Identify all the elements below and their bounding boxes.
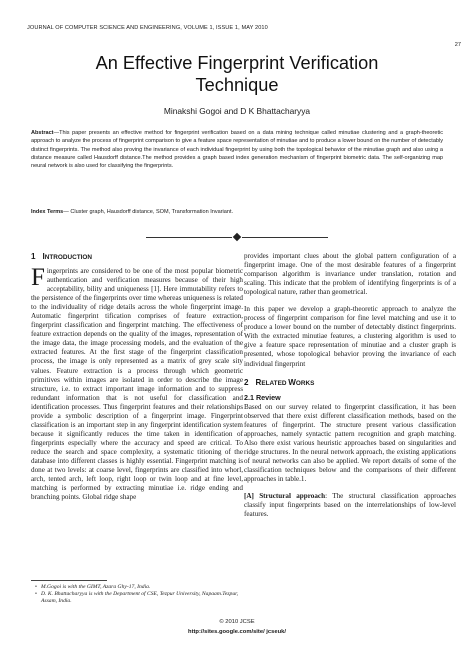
section-heading-related-works [244,378,456,389]
section-title-mid: ELATED [261,379,289,387]
paper-title-line-2: Technique [195,75,279,95]
page-number: 27 [454,42,461,48]
abstract-label: Abstract [31,130,54,136]
journal-header: JOURNAL OF COMPUTER SCIENCE AND ENGINEERING, VOLUME 1, ISSUE 1, MAY 2010 [27,25,268,31]
review-paragraph: Based on our survey related to fingerprint classification, it has been observed that there exist different classification methods, based on the features of fingerprint. The structure present various classification approaches, namely syntactic pattern recognition and graph matching. Also there exist various heuristic approaches based on singularities and ridge structures. In the neural network approach, the existing applications of neural networks can also be applied. We report details of some of the classification techniques below and the comparisons of their different approaches in table.1. [244,402,456,483]
section-number: 2 [244,377,249,387]
abstract [31,129,443,170]
structural-approach-paragraph [244,492,456,519]
subsection-heading-review: 2.1 Review [244,392,281,402]
structural-approach-text: : The structural classification approaches classify input fingerprints based on the interrelationships of low-level features. [244,491,456,519]
section-divider-left [146,237,232,238]
authors: Minakshi Gogoi and D K Bhattacharyya [163,106,311,116]
section-divider-right [242,237,328,238]
paper-title-line-1: An Effective Fingerprint Verification [95,53,379,73]
intro-paragraph-text: ingerprints are considered to be one of the most popular biometric authentication and verification measures because of their high acceptability, bility and uniqueness [1]. Here immutability refers to the persistence of the fingerprints over time whereas uniqueness is related to the individuality of ridge details across the whole fingerprint image. Automatic fingerprint tification comprises of feature extraction, fingerprint classification and fingerprint matching. The effectiveness of feature extraction depends on the quality of the images, representation of the image data, the image processing models, and the evaluation of the extracted features. At the first stage of the fingerprint classification process, the image is only represented as a matrix of grey scale sity values. Feature extraction is a process through which geometric primitives within images are isolated in order to describe the image structure, i.e. to extract important image information and to suppress redundant information that is not useful for classification and identification processes. Thus fingerprint features and their relationships provide a symbolic description of a fingerprint image. Fingerprint classification is an important step in any fingerprint identification system because it significantly reduces the time taken in identification of fingerprints especially where the accuracy and speed are critical. To reduce the search and space complexity, a systematic titioning of the database into different classes is highly essential. Fingerprint matching is done at two levels: at coarse level, fingerprints are classified into whorl, arch, tented arch, left loop, right loop or twin loop and at fine level, matching is performed by extracting minutiae i.e. ridge ending and branching points. Global ridge shape [31,267,243,502]
footer-url[interactable]: http://sites.google.com/site/ jcseuk/ [188,629,286,635]
copyright: © 2010 JCSE [219,619,255,625]
section-number: 1 [31,252,36,261]
index-terms-label: Index Terms [31,209,64,215]
abstract-text: —This paper presents an effective method for fingerprint verification based on a data mining technique called minutiae clustering and a graph-theoretic approach to analyze the process of fingerprint comparison to give a feature space representation of minutiae and to produce a lower bound on the number of detectably distinct fingerprints. The method also proving the invariance of each individual fingerprint by using both the topological behavior of the minutiae graph and also using a distance measure called Hausdorff distance.The method provides a graph based index generation mechanism of fingerprint biometric data. The self-organizing map neural network is also used for classifying the fingerprints. [31,130,443,170]
index-terms [31,208,443,216]
section-heading-introduction [31,252,243,263]
footnote-text: D. K. Bhattacharyya is with the Department of CSE, Tezpur University, Napaam.Tezpur, Assam, India. [41,591,239,604]
section-title-initial: R [255,377,262,387]
contribution-paragraph: In this paper we develop a graph-theoretic approach to analyze the process of fingerprint comparison for fine level matching and use it to produce a lower bound on the number of detectably distinct fingerprints. With the extracted minutiae features, a clustering algorithm is used to give a feature space representation of minutiae and a cluster graph is presented, whose topological behavior proving the invariance of each individual fingerprint [244,305,456,368]
footnote-item [31,584,243,591]
footnote-text: M.Gogoi is with the GIMT, Azara Ghy-17, India. [41,584,151,590]
section-title-rest: NTRODUCTION [44,254,92,261]
drop-cap: F [31,264,45,291]
intro-paragraph [31,264,243,502]
bullet-icon: • [35,584,37,590]
footnotes [31,584,243,605]
footnote-item [31,591,243,605]
section-title-rest: ORKS [295,379,315,387]
section-title-initial: I [42,252,45,261]
section-title-initial-2: W [288,377,296,387]
intro-continued-paragraph: provides important clues about the global pattern configuration of a fingerprint image. One of the most desirable features of a fingerprint comparison algorithm is invariance under translation, rotation and scaling. This indicate that the problem of identifying fingerprints is of a topological nature, rather than geometrical. [244,252,456,297]
structural-approach-label: [A] Structural approach [244,491,326,500]
right-column [244,252,456,519]
diamond-icon [233,233,241,241]
index-terms-text: — Cluster graph, Hausdorff distance, SOM, Transformation Invariant. [63,209,234,215]
bullet-icon: • [35,591,37,597]
left-column [31,252,243,502]
paper-title [0,52,474,96]
footnote-rule [31,580,107,581]
